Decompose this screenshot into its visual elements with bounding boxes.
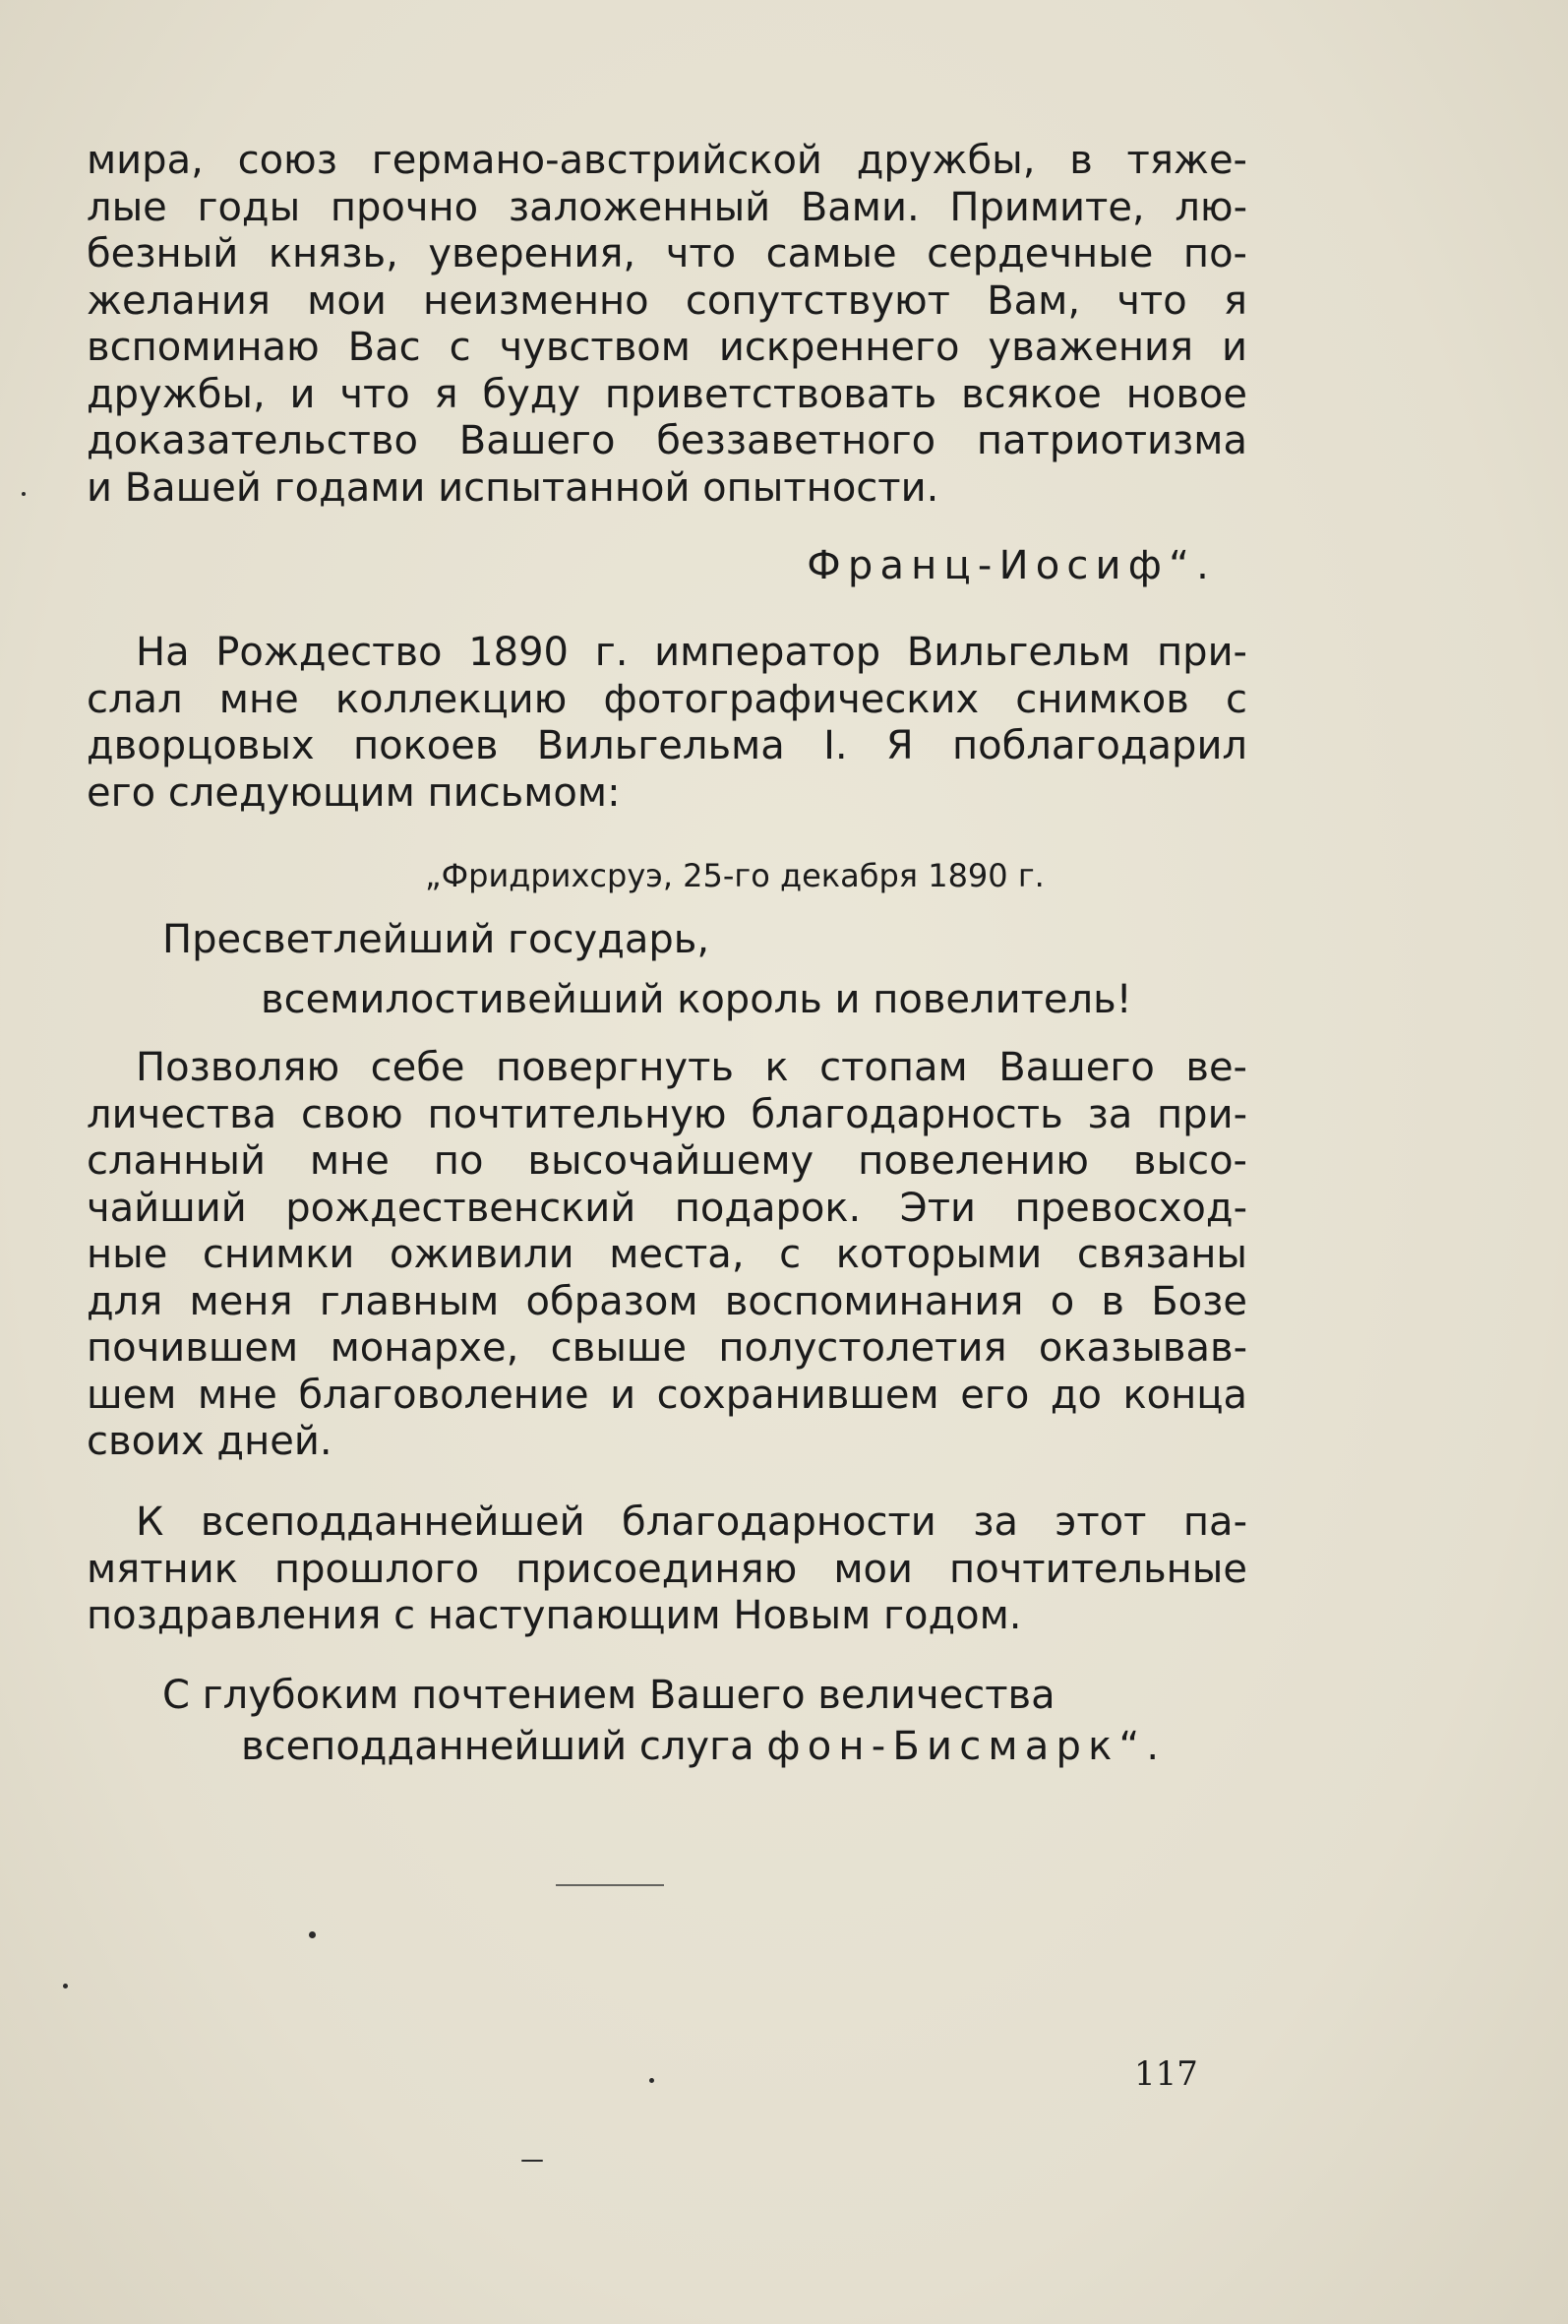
- text-line: своих дней.: [87, 1419, 332, 1464]
- text-line: его следующим письмом:: [87, 769, 621, 816]
- text-line: дворцовых покоев Вильгельма I. Я поблагодарил: [87, 723, 1247, 768]
- text-line: шем мне благоволение и сохранившем его до конца: [87, 1372, 1247, 1418]
- text-line: чайший рождественский подарок. Эти превосход-: [87, 1185, 1247, 1231]
- page-number: 117: [1134, 2054, 1198, 2094]
- paragraph-top: [87, 138, 1247, 512]
- text-line: Позволяю себе повергнуть к стопам Вашего ве-: [136, 1045, 1247, 1090]
- text-line: На Рождество 1890 г. император Вильгельм при-: [136, 630, 1247, 675]
- text-line: К всеподданнейшей благодарности за этот па-: [136, 1499, 1247, 1545]
- paper-speck: [63, 1984, 68, 1988]
- closing-servant-text: всеподданнейший слуга: [241, 1724, 767, 1769]
- text-line: для меня главным образом воспоминания о в Бозе: [87, 1278, 1247, 1324]
- paragraph-letter-2: [87, 1499, 1247, 1640]
- text-line: доказательство Вашего беззаветного патриотизма: [87, 418, 1247, 463]
- salutation-line-2: всемилостивейший король и повелитель!: [261, 977, 1132, 1022]
- text-line: лые годы прочно заложенный Вами. Примите, лю-: [87, 184, 1247, 230]
- text-line: личества свою почтительную благодарность за при-: [87, 1091, 1247, 1137]
- paragraph-letter-1: [87, 1045, 1247, 1466]
- text-line: мятник прошлого присоединяю мои почтительные: [87, 1546, 1247, 1592]
- paper-speck: [22, 492, 26, 496]
- text-line: желания мои неизменно сопутствуют Вам, что я: [87, 277, 1247, 324]
- section-divider: [556, 1884, 664, 1886]
- signature-bismarck: фон-Бисмарк“.: [766, 1724, 1167, 1769]
- text-line: безный князь, уверения, что самые сердечные по-: [87, 231, 1247, 276]
- letter-date: „Фридрихсруэ, 25-го декабря 1890 г.: [425, 857, 1045, 894]
- signature-franz-joseph: Франц-Иосиф“.: [807, 543, 1216, 588]
- text-line: почившем монархе, свыше полустолетия оказывав-: [87, 1325, 1247, 1371]
- closing-line-2: [241, 1724, 1166, 1770]
- text-line: вспоминаю Вас с чувством искреннего уважения и: [87, 325, 1247, 370]
- paper-speck: [649, 2078, 654, 2083]
- text-line: и Вашей годами испытанной опытности.: [87, 464, 939, 511]
- paragraph-christmas: [87, 630, 1247, 817]
- text-line: поздравления с наступающим Новым годом.: [87, 1593, 1022, 1638]
- text-line: слал мне коллекцию фотографических снимков с: [87, 676, 1247, 722]
- closing-line-1: С глубоким почтением Вашего величества: [162, 1673, 1055, 1718]
- salutation-line-1: Пресветлейший государь,: [162, 917, 710, 962]
- paper-speck: [309, 1931, 316, 1938]
- text-line: мира, союз германо-австрийской дружбы, в тяже-: [87, 138, 1247, 183]
- text-line: сланный мне по высочайшему повелению высо-: [87, 1138, 1247, 1184]
- paper-speck: [521, 2160, 543, 2162]
- text-line: ные снимки оживили места, с которыми связаны: [87, 1232, 1247, 1277]
- text-line: дружбы, и что я буду приветствовать всякое новое: [87, 371, 1247, 417]
